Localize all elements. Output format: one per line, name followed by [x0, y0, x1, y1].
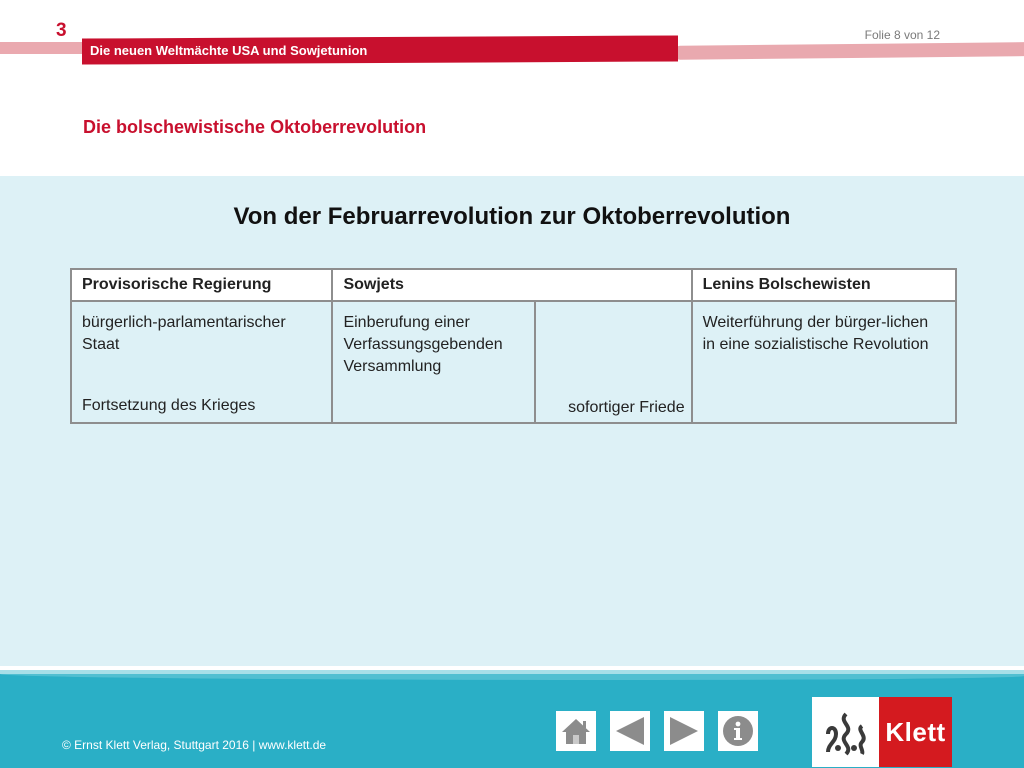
klett-emblem-icon: [812, 697, 879, 767]
provisional-war-text: Fortsetzung des Krieges: [82, 397, 256, 414]
arrow-left-icon: [613, 714, 647, 748]
slide-footer: [0, 674, 1024, 768]
klett-wordmark: [879, 697, 952, 767]
section-title: Die bolschewistische Oktoberrevolution: [83, 117, 427, 137]
table-row: [71, 301, 956, 423]
main-heading: Von der Februarrevolution zur Oktoberrevolution: [233, 203, 791, 230]
home-icon: [559, 714, 593, 748]
chapter-number: 3: [56, 20, 67, 41]
previous-slide-button[interactable]: [610, 711, 650, 751]
slide-header: [0, 0, 1024, 176]
footer-brush: [0, 670, 1024, 680]
bolsheviks-text: Weiterführung der bürger-lichen in eine sozialistische Revolution: [702, 314, 929, 353]
arrow-right-icon: [667, 714, 701, 748]
home-button[interactable]: [556, 711, 596, 751]
provisional-state-text: bürgerlich-parlamentarischer Staat: [82, 314, 286, 353]
copyright-text: © Ernst Klett Verlag, Stuttgart 2016 | www.klett.de: [62, 738, 327, 752]
slide-counter: Folie 8 von 12: [864, 28, 940, 42]
cell-soviets-assembly: [332, 301, 535, 423]
overview-table: [70, 268, 957, 424]
soviets-assembly-text: Einberufung einer Verfassungsgebenden Versammlung: [343, 314, 503, 375]
info-icon: [721, 714, 755, 748]
header-bolsheviks: Lenins Bolschewisten: [692, 269, 956, 301]
slide-content: [0, 176, 1024, 666]
header-brush-right: [676, 42, 1024, 60]
cell-soviets-peace: [535, 301, 691, 423]
info-button[interactable]: [718, 711, 758, 751]
chapter-title: Die neuen Weltmächte USA und Sowjetunion: [90, 43, 368, 58]
soviets-peace-text: sofortiger Friede: [568, 399, 685, 416]
table-header-row: [71, 269, 956, 301]
klett-logo: [812, 697, 952, 767]
header-provisional-government: Provisorische Regierung: [71, 269, 332, 301]
header-soviets: Sowjets: [332, 269, 691, 301]
cell-bolsheviks: [692, 301, 956, 423]
header-brush-left: [0, 42, 86, 54]
klett-logo-text: Klett: [885, 716, 946, 747]
next-slide-button[interactable]: [664, 711, 704, 751]
cell-provisional-government: [71, 301, 332, 423]
